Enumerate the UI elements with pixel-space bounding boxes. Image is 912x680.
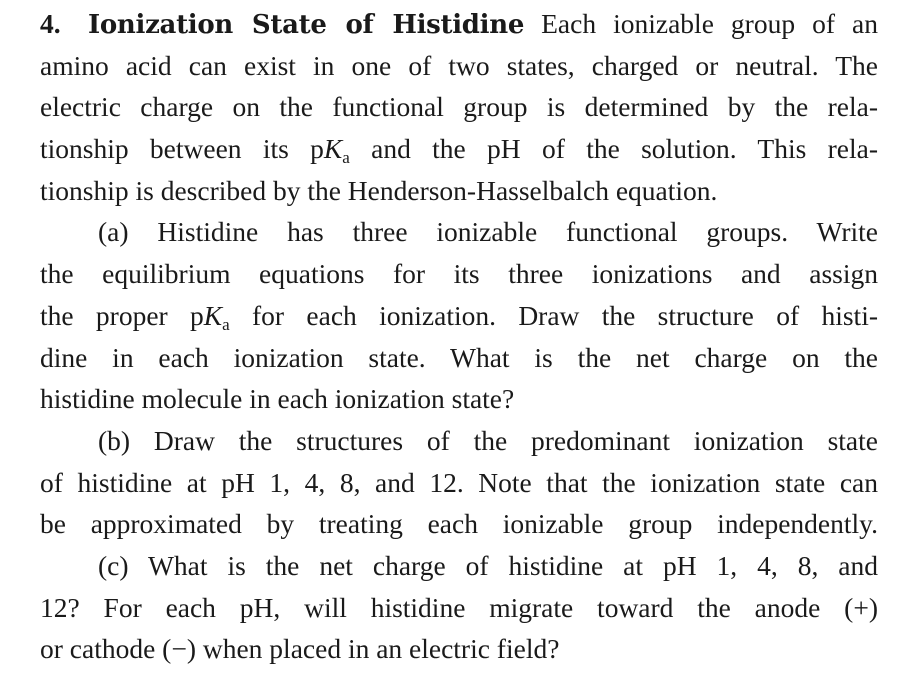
part-b-line: (b) Draw the structures of the predominant ionization state bbox=[98, 424, 878, 456]
pka-k: K bbox=[203, 299, 223, 331]
text-line bbox=[40, 295, 878, 337]
text-line: histidine molecule in each ionization state? bbox=[40, 383, 515, 415]
text-line: tionship is described by the Henderson-Hasselbalch equation. bbox=[40, 174, 718, 206]
pka-symbol bbox=[310, 133, 350, 168]
pka-subscript: a bbox=[222, 314, 230, 334]
text-line: of histidine at pH 1, 4, 8, and 12. Note that the ionization state can bbox=[40, 466, 878, 498]
part-c-line: (c) What is the net charge of histidine at pH 1, 4, 8, and bbox=[98, 549, 878, 581]
text-line bbox=[40, 128, 878, 170]
pka-symbol bbox=[190, 299, 230, 334]
pka-k: K bbox=[323, 133, 343, 165]
problem-title: Ionization State of Histidine bbox=[88, 10, 525, 40]
problem-intro-line bbox=[40, 3, 878, 45]
text-line: amino acid can exist in one of two states, charged or neutral. The bbox=[40, 49, 878, 81]
part-a-line: (a) Histidine has three ionizable functional groups. Write bbox=[98, 216, 878, 248]
text-segment: and the pH of the solution. This rela- bbox=[349, 133, 878, 165]
problem-text bbox=[40, 3, 878, 670]
text-line: electric charge on the functional group is determined by the rela- bbox=[40, 91, 878, 123]
text-line: 12? For each pH, will histidine migrate toward the anode (+) bbox=[40, 591, 878, 623]
text-segment: tionship between its bbox=[40, 133, 311, 165]
text-segment: for each ionization. Draw the structure of histi- bbox=[229, 299, 878, 331]
pka-p: p bbox=[310, 133, 324, 165]
text-line: dine in each ionization state. What is the net charge on the bbox=[40, 341, 878, 373]
text-line: the equilibrium equations for its three ionizations and assign bbox=[40, 258, 878, 290]
text-line: Each ionizable group of an bbox=[524, 8, 878, 39]
pka-subscript: a bbox=[342, 148, 350, 168]
text-line: be approximated by treating each ionizable group independently. bbox=[40, 508, 878, 540]
problem-number: 4. bbox=[40, 8, 61, 39]
pka-p: p bbox=[190, 299, 204, 331]
text-line: or cathode (−) when placed in an electric field? bbox=[40, 633, 560, 665]
text-segment: the proper bbox=[40, 299, 191, 331]
